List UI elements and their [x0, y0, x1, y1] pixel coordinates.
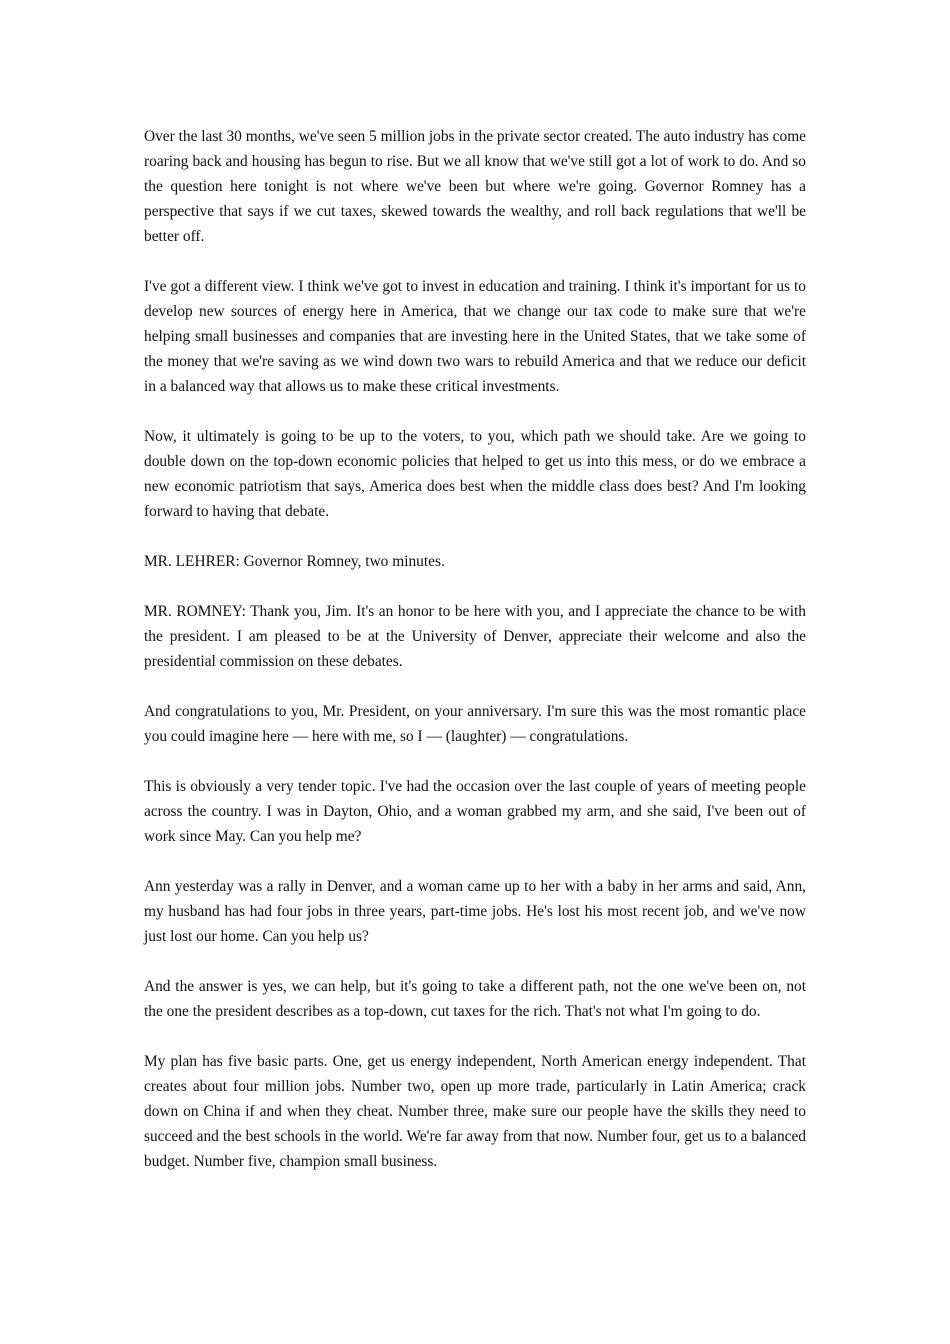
paragraph-romney-plan: My plan has five basic parts. One, get us energy independent, North American energy independent. That creates about four million jobs. Number two, open up more trade, particularly in Latin America; crack down on China if and when they cheat. Number three, make sure our people have the skills they need to succeed and the best schools in the world. We're far away from that now. Number four, get us to a balanced budget. Number five, champion small business. [144, 1053, 806, 1170]
paragraph-romney-thanks: MR. ROMNEY: Thank you, Jim. It's an honor to be here with you, and I appreciate the chance to be with the president. I am pleased to be at the University of Denver, appreciate their welcome and also the presidential commission on these debates. [144, 603, 806, 670]
paragraph-obama-view: I've got a different view. I think we've got to invest in education and training. I think it's important for us to develop new sources of energy here in America, that we change our tax code to make sure that we're helping small businesses and companies that are investing here in the United States, that we take some of the money that we're saving as we wind down two wars to rebuild America and that we reduce our deficit in a balanced way that allows us to make these critical investments. [144, 278, 806, 395]
paragraph-romney-ann: Ann yesterday was a rally in Denver, and a woman came up to her with a baby in her arms and said, Ann, my husband has had four jobs in three years, part-time jobs. He's lost his most recent job, and we've now just lost our home. Can you help us? [144, 878, 806, 945]
paragraph-lehrer: MR. LEHRER: Governor Romney, two minutes. [144, 553, 445, 570]
paragraph-romney-dayton: This is obviously a very tender topic. I've had the occasion over the last couple of years of meeting people across the country. I was in Dayton, Ohio, and a woman grabbed my arm, and she said, I've been out of work since May. Can you help me? [144, 778, 806, 845]
paragraph-romney-anniversary: And congratulations to you, Mr. President, on your anniversary. I'm sure this was the most romantic place you could imagine here — here with me, so I — (laughter) — congratulations. [144, 703, 806, 745]
paragraph-obama-voters: Now, it ultimately is going to be up to the voters, to you, which path we should take. Are we going to double down on the top-down economic policies that helped to get us into this mess, or do we embrace a new economic patriotism that says, America does best when the middle class does best? And I'm looking forward to having that debate. [144, 428, 806, 520]
document-body [144, 124, 806, 1199]
paragraph-romney-answer: And the answer is yes, we can help, but it's going to take a different path, not the one we've been on, not the one the president describes as a top-down, cut taxes for the rich. That's not what I'm going to do. [144, 978, 806, 1020]
paragraph-obama-jobs: Over the last 30 months, we've seen 5 million jobs in the private sector created. The auto industry has come roaring back and housing has begun to rise. But we all know that we've still got a lot of work to do. And so the question here tonight is not where we've been but where we're going. Governor Romney has a perspective that says if we cut taxes, skewed towards the wealthy, and roll back regulations that we'll be better off. [144, 128, 806, 245]
